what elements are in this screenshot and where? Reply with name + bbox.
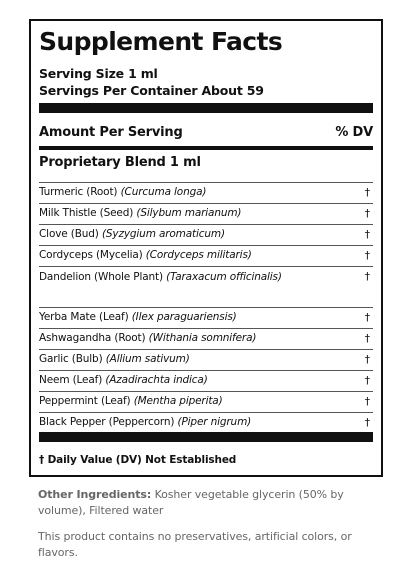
dagger-mark: † xyxy=(364,249,370,262)
ingredient-name xyxy=(39,225,373,244)
blend-title: Proprietary Blend 1 ml xyxy=(39,155,201,170)
ingredient-latin-name: (Mentha piperita) xyxy=(133,395,223,407)
ingredient-latin-name: (Piper nigrum) xyxy=(177,416,252,428)
ingredient-latin-name: (Cordyceps militaris) xyxy=(145,249,252,261)
amount-per-serving-header xyxy=(39,125,373,140)
ingredient-common-name: Ashwagandha (Root) xyxy=(39,332,149,344)
ingredient-common-name: Dandelion (Whole Plant) xyxy=(39,271,167,283)
ingredient-latin-name: (Silybum marianum) xyxy=(136,207,242,219)
dagger-mark: † xyxy=(364,228,370,241)
ingredient-list xyxy=(39,182,373,433)
medium-divider xyxy=(39,146,373,150)
ingredient-name xyxy=(39,350,373,369)
ingredient-row xyxy=(39,245,373,266)
ingredient-latin-name: (Allium sativum) xyxy=(105,353,190,365)
ingredient-row xyxy=(39,224,373,245)
preservatives-note: This product contains no preservatives, artificial colors, or flavors. xyxy=(38,530,352,559)
ingredient-name xyxy=(39,413,373,432)
dagger-mark: † xyxy=(364,374,370,387)
ingredient-name xyxy=(39,246,373,265)
dagger-mark: † xyxy=(364,332,370,345)
ingredient-common-name: Clove (Bud) xyxy=(39,228,102,240)
thick-divider-top xyxy=(39,103,373,113)
amount-per-serving-label: Amount Per Serving xyxy=(39,125,183,140)
ingredient-common-name: Garlic (Bulb) xyxy=(39,353,106,365)
servings-per-container: Servings Per Container About 59 xyxy=(39,83,264,98)
ingredient-common-name: Peppermint (Leaf) xyxy=(39,395,134,407)
ingredient-name xyxy=(39,392,373,411)
ingredient-common-name: Cordyceps (Mycelia) xyxy=(39,249,146,261)
panel-title: Supplement Facts xyxy=(39,27,283,56)
ingredient-name xyxy=(39,329,373,348)
ingredient-common-name: Black Pepper (Peppercorn) xyxy=(39,416,178,428)
ingredient-row xyxy=(39,266,373,307)
ingredient-common-name: Yerba Mate (Leaf) xyxy=(39,311,132,323)
ingredient-latin-name: (Withania somnifera) xyxy=(148,332,257,344)
ingredient-row xyxy=(39,349,373,370)
dagger-mark: † xyxy=(364,353,370,366)
other-ingredients-label: Other Ingredients: xyxy=(38,488,152,501)
other-ingredients xyxy=(38,487,378,519)
dv-header: % DV xyxy=(335,125,373,140)
dagger-mark: † xyxy=(364,311,370,324)
ingredient-latin-name: (Curcuma longa) xyxy=(120,186,207,198)
ingredient-name xyxy=(39,371,373,390)
ingredient-name xyxy=(39,183,373,202)
ingredient-name xyxy=(39,267,373,287)
ingredient-row xyxy=(39,328,373,349)
ingredient-common-name: Neem (Leaf) xyxy=(39,374,106,386)
supplement-facts-panel xyxy=(29,19,383,477)
ingredient-row xyxy=(39,203,373,224)
ingredient-latin-name: (Ilex paraguariensis) xyxy=(131,311,237,323)
ingredient-row xyxy=(39,391,373,412)
ingredient-common-name: Turmeric (Root) xyxy=(39,186,121,198)
dagger-mark: † xyxy=(364,270,370,283)
ingredient-common-name: Milk Thistle (Seed) xyxy=(39,207,137,219)
thick-divider-bottom xyxy=(39,432,373,442)
ingredient-row xyxy=(39,307,373,328)
other-ingredients-text: Kosher vegetable glycerin (50% by volume), Filtered water xyxy=(38,488,344,517)
daily-value-footnote: † Daily Value (DV) Not Established xyxy=(39,454,237,466)
panel-content xyxy=(39,21,373,475)
serving-size: Serving Size 1 ml xyxy=(39,66,158,81)
dagger-mark: † xyxy=(364,395,370,408)
ingredient-latin-name: (Syzygium aromaticum) xyxy=(101,228,225,240)
ingredient-row xyxy=(39,370,373,391)
ingredient-row xyxy=(39,182,373,203)
dagger-mark: † xyxy=(364,186,370,199)
ingredient-latin-name: (Taraxacum officinalis) xyxy=(166,271,282,283)
ingredient-row xyxy=(39,412,373,433)
ingredient-name xyxy=(39,308,373,327)
dagger-mark: † xyxy=(364,207,370,220)
ingredient-name xyxy=(39,204,373,223)
ingredient-latin-name: (Azadirachta indica) xyxy=(105,374,208,386)
dagger-mark: † xyxy=(364,416,370,429)
